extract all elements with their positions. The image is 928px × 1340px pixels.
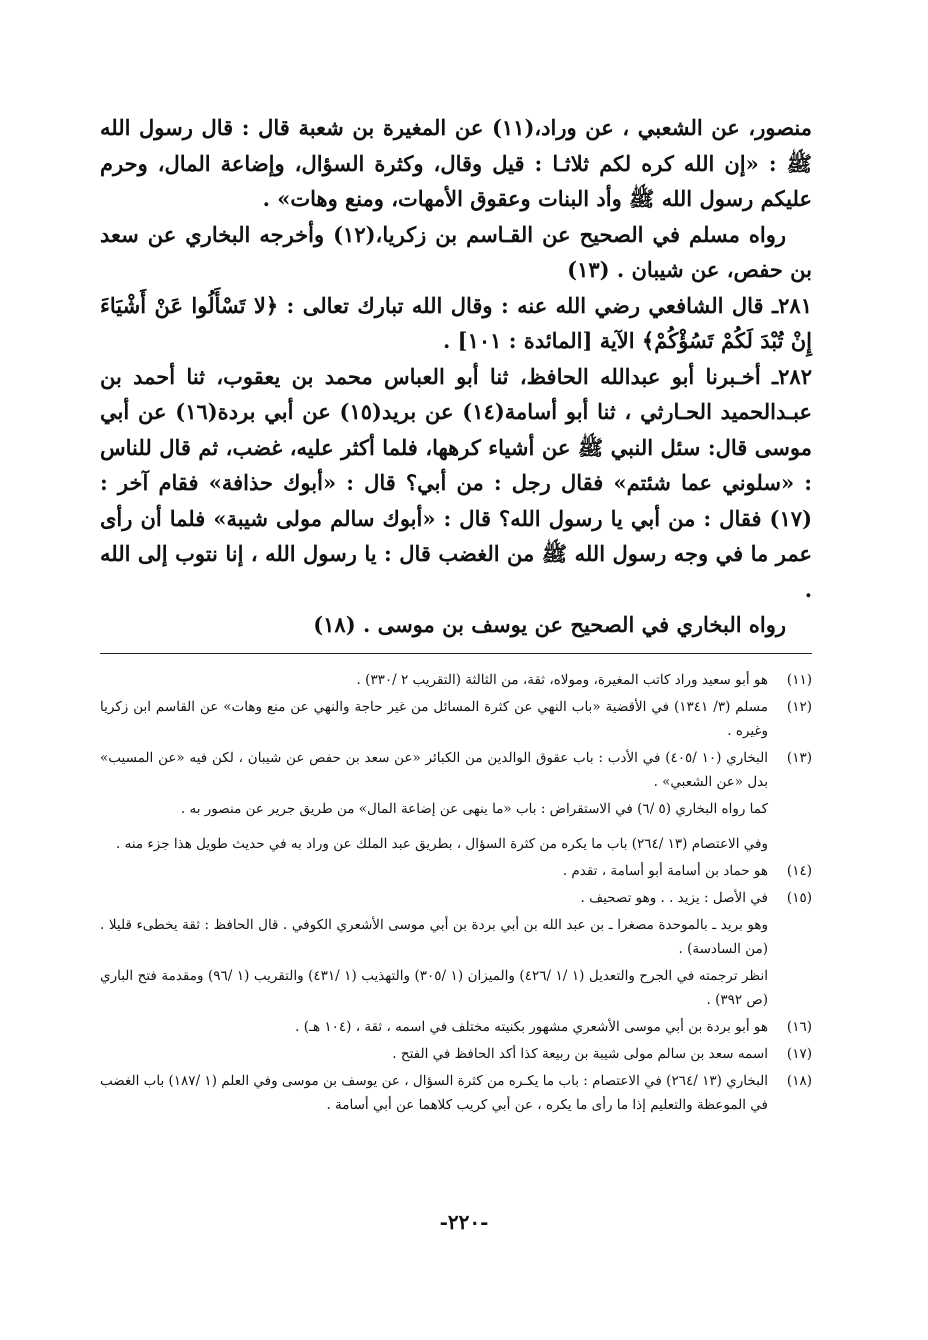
hadith-281: ٢٨١ـ قال الشافعي رضي الله عنه : وقال الله تبارك تعالى : ﴿لا تَسْأَلُوا عَنْ أَشْيَاءَ إِنْ تُبْدَ لَكُمْ تَسُؤْكُمْ﴾ الآية [المائدة : ١٠١] . <box>100 292 812 353</box>
page-number: -٢٢٠- <box>439 1210 489 1234</box>
main-paragraph-2: رواه مسلم في الصحيح عن القـاسم بن زكريا،(١٢) وأخرجه البخاري عن سعد بن حفص، عن شيبان . (١٣) <box>100 221 812 282</box>
footnote-15-continued-b <box>100 964 812 1012</box>
footnote-17 <box>100 1042 812 1066</box>
footnote-text: هو أبو بردة بن أبي موسى الأشعري مشهور بكنيته مختلف في اسمه ، ثقة ، (١٠٤ هـ) . <box>295 1018 768 1035</box>
footnote-number: (١٥) <box>786 889 812 906</box>
footnote-13-continued-b <box>100 832 812 856</box>
footnote-text: البخاري (١٠ /٤٠٥) في الأدب : باب عقوق الوالدين من الكبائر «عن سعد بن حفص عن شيبان ، لكن فيه «عن المسيب» بدل «عن الشعبي» . <box>100 749 768 790</box>
footnote-13 <box>100 746 812 794</box>
footnote-13-continued-a <box>100 797 812 829</box>
footnote-15-continued-a <box>100 913 812 961</box>
footnote-15 <box>100 886 812 910</box>
footnote-12 <box>100 695 812 743</box>
footnote-text: مسلم (٣/ ١٣٤١) في الأقضية «باب النهي عن كثرة المسائل من غير حاجة والنهي عن منع وهات» عن القاسم ابن زكريا وغيره . <box>100 698 769 739</box>
footnote-number: (١١) <box>786 671 812 688</box>
footnote-text: البخاري (١٣ /٢٦٤) في الاعتصام : باب ما يكـره من كثرة السؤال ، عن يوسف بن موسى وفي العلم (١ /١٨٧) باب الغضب في الموعظة والتعليم إذا ما رأى ما يكره ، عن أبي كريب كلاهما عن أبي أسامة . <box>100 1072 769 1113</box>
footnote-divider <box>100 653 812 654</box>
footnote-number: (١٣) <box>786 749 812 766</box>
footnote-number: (١٧) <box>786 1045 812 1062</box>
hadith-282: ٢٨٢ـ أخـبرنا أبو عبدالله الحافظ، ثنا أبو العباس محمد بن يعقوب، ثنا أحمد بن عبـدالحميد الحـارثي ، ثنا أبو أسامة(١٤) عن بريد(١٥) عن أبي بردة(١٦) عن أبي موسى قال: سئل النبي ﷺ عن أشياء كرهها، فلما أكثر عليه، غضب، ثم قال للناس : «سلوني عما شئتم» فقال رجل : من أبي؟ قال : «أبوك حذافة» فقام آخر : (١٧) فقال : من أبي يا رسول الله؟ قال : «أبوك سالم مولى شيبة» فلما أن رأى عمر ما في وجه رسول الله ﷺ من الغضب قال : يا رسول الله ، إنا نتوب إلى الله . <box>100 363 813 602</box>
footnote-text: في الأصل : يزيد . . وهو تصحيف . <box>580 889 768 906</box>
page-body <box>100 110 812 1120</box>
footnote-11 <box>100 668 812 692</box>
footnote-text: اسمه سعد بن سالم مولى شيبة بن ربيعة كذا أكد الحافظ في الفتح . <box>392 1045 768 1062</box>
footnote-16 <box>100 1015 812 1039</box>
footnote-text: كما رواه البخاري (٥ /٦) في الاستقراض : باب «ما ينهى عن إضاعة المال» من طريق جرير عن منصور به . <box>180 800 768 817</box>
footnote-text: وهو بريد ـ بالموحدة مصغرا ـ بن عبد الله بن أبي بردة بن أبي موسى الأشعري الكوفي . قال الحافظ : ثقة يخطىء قليلا . (من السادسة) . <box>100 916 768 957</box>
source-line: رواه البخاري في الصحيح عن يوسف بن موسى . (١٨) <box>313 612 786 637</box>
footnote-number: (١٦) <box>786 1018 812 1035</box>
footnote-text: وفي الاعتصام (١٣ /٢٦٤) باب ما يكره من كثرة السؤال ، بطريق عبد الملك عن وراد به في حديث طويل هذا جزء منه . <box>116 835 768 852</box>
footnote-number: (١٨) <box>786 1072 812 1089</box>
footnotes <box>100 668 812 1117</box>
main-paragraph-1: منصور، عن الشعبي ، عن وراد،(١١) عن المغيرة بن شعبة قال : قال رسول الله ﷺ : «إن الله كره لكم ثلاثـا : قيل وقال، وكثرة السؤال، وإضاعة المال، وحرم عليكم رسول الله ﷺ وأد البنات وعقوق الأمهات، ومنع وهات» . <box>100 115 812 211</box>
footnote-14 <box>100 859 812 883</box>
footnote-text: انظر ترجمته في الجرح والتعديل (١ /١ /٤٢٦) والميزان (١ /٣٠٥) والتهذيب (١ /٤٣١) والتقريب (١ /٩٦) ومقدمة فتح الباري (ص ٣٩٢) . <box>100 967 769 1008</box>
footnote-18 <box>100 1069 812 1117</box>
main-text <box>100 110 812 643</box>
footnote-number: (١٢) <box>786 698 812 715</box>
footnote-text: هو أبو سعيد وراد كاتب المغيرة، ومولاه، ثقة، من الثالثة (التقريب ٢ /٣٣٠) . <box>356 671 768 688</box>
footnote-text: هو حماد بن أسامة أبو أسامة ، تقدم . <box>562 862 768 879</box>
footnote-number: (١٤) <box>786 862 812 879</box>
